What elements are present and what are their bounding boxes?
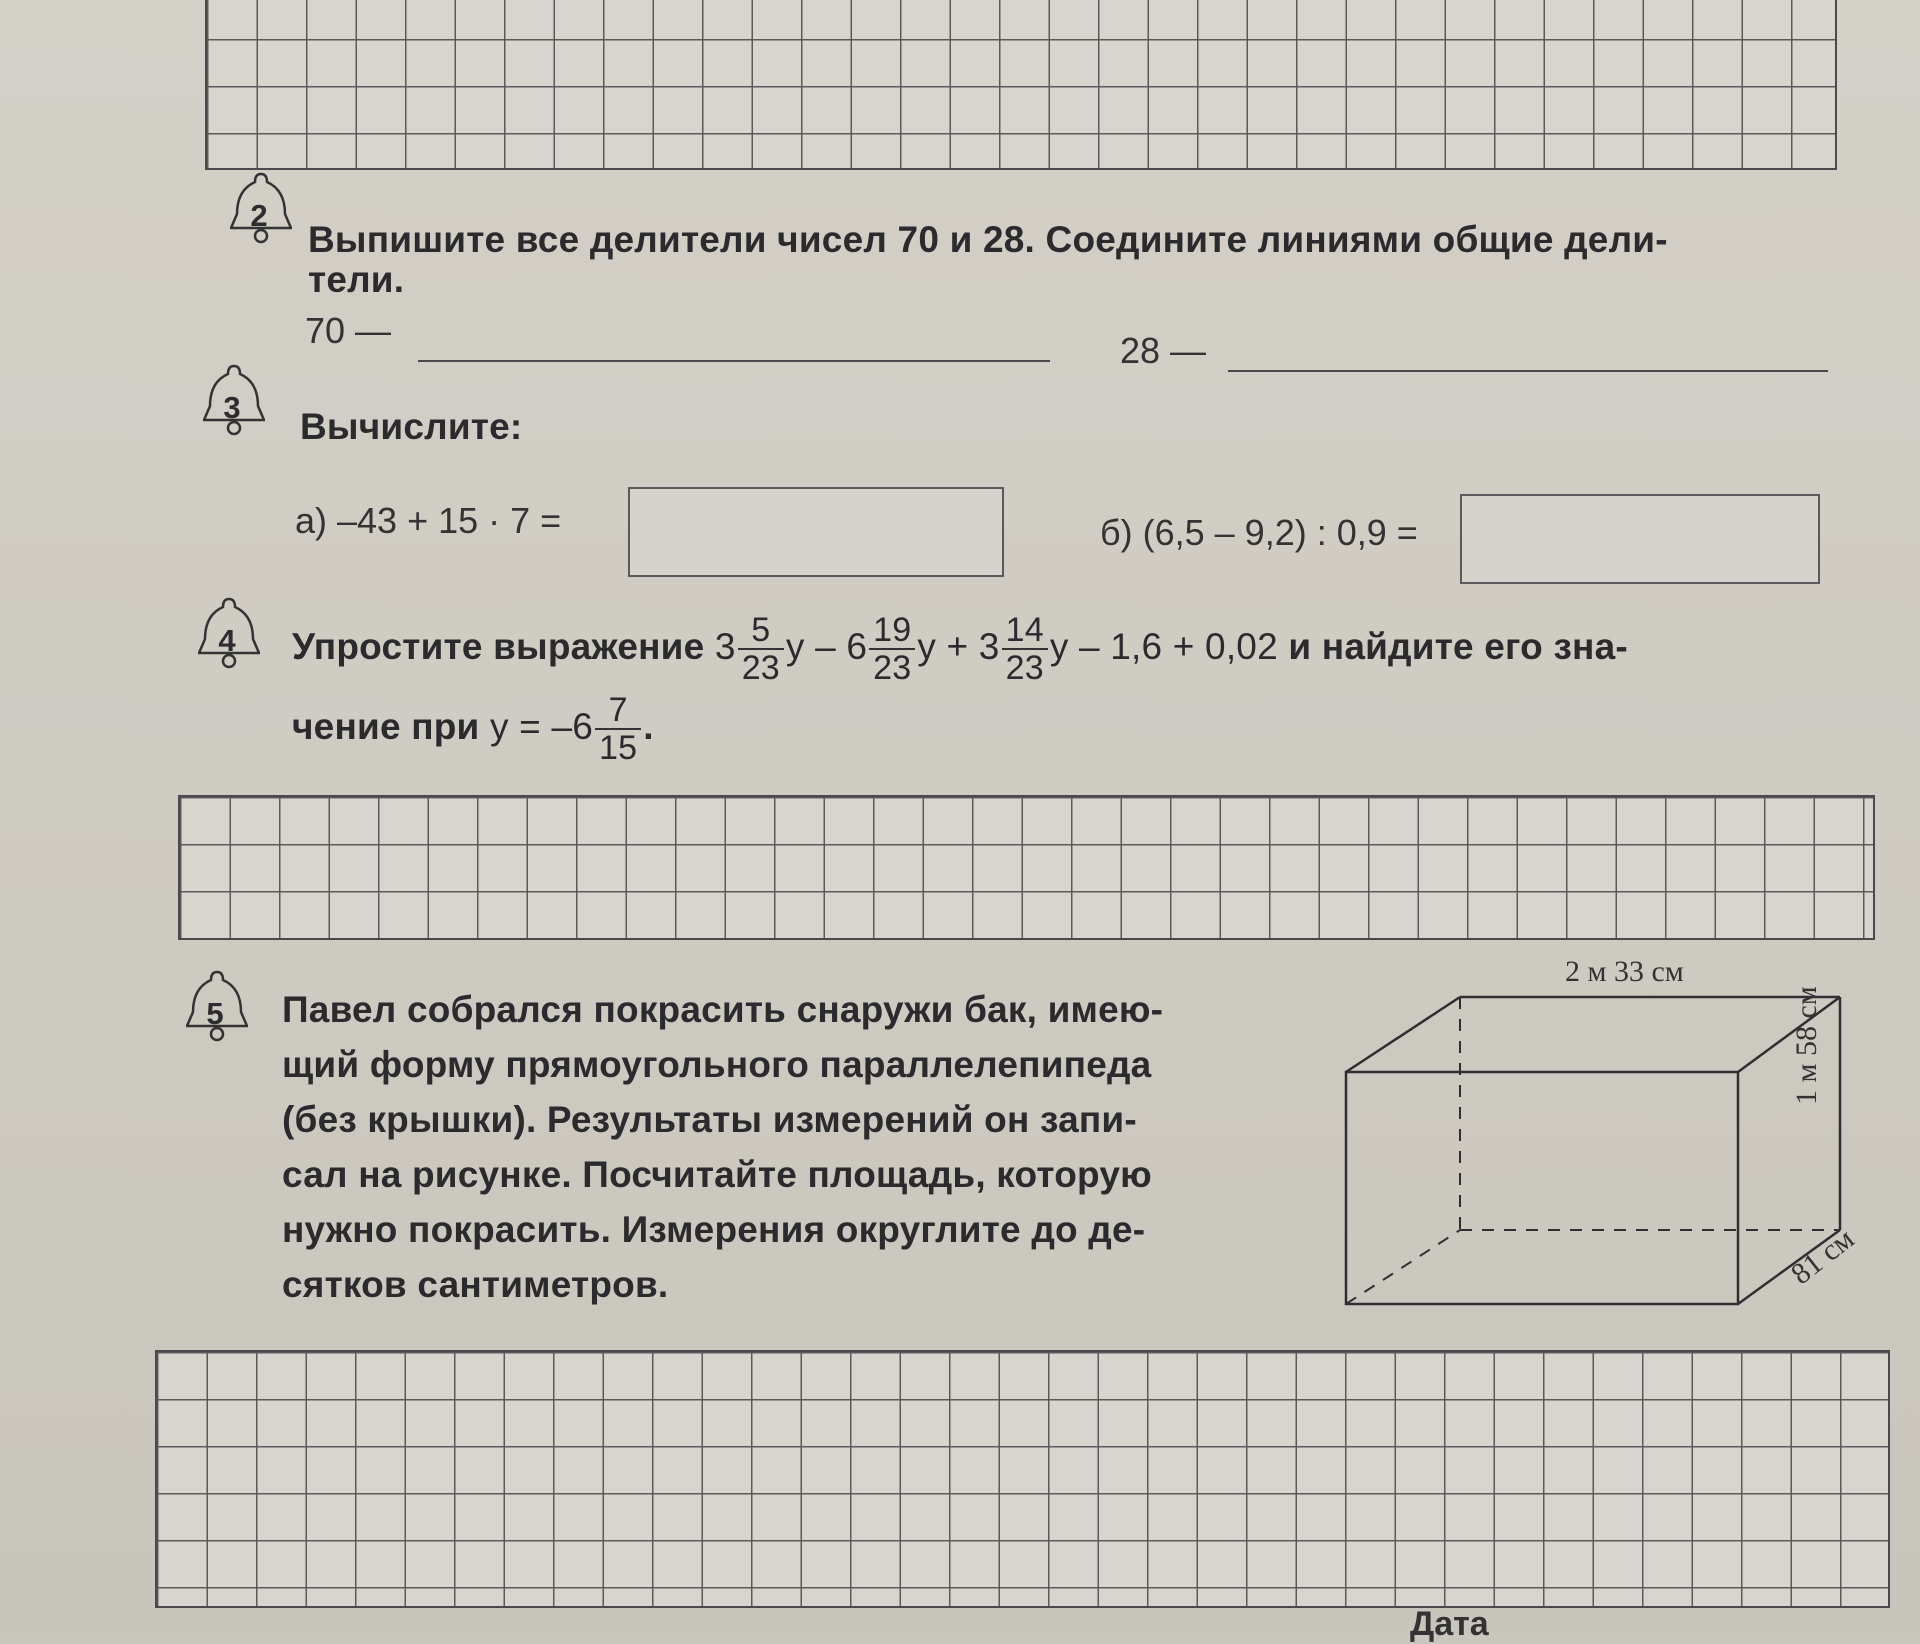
task-2-text-line1: Выпишите все делители чисел 70 и 28. Соедините линиями общие дели- — [308, 219, 1668, 260]
term3-fraction — [1002, 612, 1048, 686]
term3-numerator: 14 — [1002, 612, 1048, 650]
task-5-line-1: Павел собрался покрасить снаружи бак, имею- — [282, 989, 1164, 1030]
task-2-text-line2: тели. — [308, 259, 405, 300]
task-3-bell-icon — [203, 362, 265, 440]
task-4-line2-prefix: чение при — [292, 705, 480, 747]
task-5-line-6: сятков сантиметров. — [282, 1264, 669, 1305]
task-4-end: . — [643, 705, 654, 747]
term1-whole: 3 — [714, 625, 736, 667]
date-label: Дата — [1410, 1605, 1489, 1643]
expression-tail: y – 1,6 + 0,02 — [1049, 625, 1278, 667]
answer-grid-task4[interactable] — [178, 795, 1875, 940]
task-5-line-5: нужно покрасить. Измерения округлите до де- — [282, 1209, 1146, 1250]
divisors-70-line[interactable] — [418, 360, 1050, 362]
term2-fraction — [869, 612, 915, 686]
task-5-number: 5 — [206, 996, 224, 1031]
y-denominator: 15 — [599, 729, 638, 767]
term1-fraction — [738, 612, 784, 686]
task-5-line-2: щий форму прямоугольного параллелепипеда — [282, 1044, 1152, 1085]
task-4-text-line2 — [292, 692, 654, 766]
task-2-bell-icon — [230, 170, 292, 248]
task-3-number: 3 — [223, 390, 241, 425]
task-4-text-line1 — [292, 612, 1628, 686]
y-numerator: 7 — [595, 692, 641, 730]
task-5-line-3: (без крышки). Результаты измерений он запи- — [282, 1099, 1137, 1140]
task-5-line-4: сал на рисунке. Посчитайте площадь, которую — [282, 1154, 1152, 1195]
term2-numerator: 19 — [869, 612, 915, 650]
task-5-bell-icon — [186, 968, 248, 1046]
term1-denominator: 23 — [741, 649, 780, 687]
dimension-height-label: 1 м 58 см — [1790, 986, 1823, 1105]
task-3-text: Вычислите: — [300, 406, 523, 447]
task-2-number: 2 — [250, 198, 268, 233]
dimension-width-label: 81 см — [1785, 1222, 1861, 1292]
task-3b-expression: б) (6,5 – 9,2) : 0,9 = — [1100, 512, 1418, 553]
divisors-28-label: 28 — — [1120, 330, 1207, 371]
answer-grid-top[interactable] — [205, 0, 1837, 170]
divisors-28-line[interactable] — [1228, 370, 1828, 372]
term1-numerator: 5 — [738, 612, 784, 650]
answer-grid-task5[interactable] — [155, 1350, 1890, 1608]
task-4-bell-icon — [198, 595, 260, 673]
task-3b-answer-box[interactable] — [1460, 494, 1820, 584]
task-4-number: 4 — [218, 623, 236, 658]
task-3a-answer-box[interactable] — [628, 487, 1004, 577]
divisors-70-label: 70 — — [305, 310, 392, 351]
op2: y + 3 — [917, 625, 1000, 667]
task-4-prefix: Упростите выражение — [292, 625, 705, 667]
task-3a-expression: а) –43 + 15 · 7 = — [295, 500, 562, 541]
y-expression: y = –6 — [490, 705, 594, 747]
dimension-length-label: 2 м 33 см — [1565, 955, 1684, 988]
task-4-suffix: и найдите его зна- — [1288, 625, 1628, 667]
term3-denominator: 23 — [1005, 649, 1044, 687]
y-fraction — [595, 692, 641, 766]
op1: y – 6 — [785, 625, 868, 667]
term2-denominator: 23 — [873, 649, 912, 687]
